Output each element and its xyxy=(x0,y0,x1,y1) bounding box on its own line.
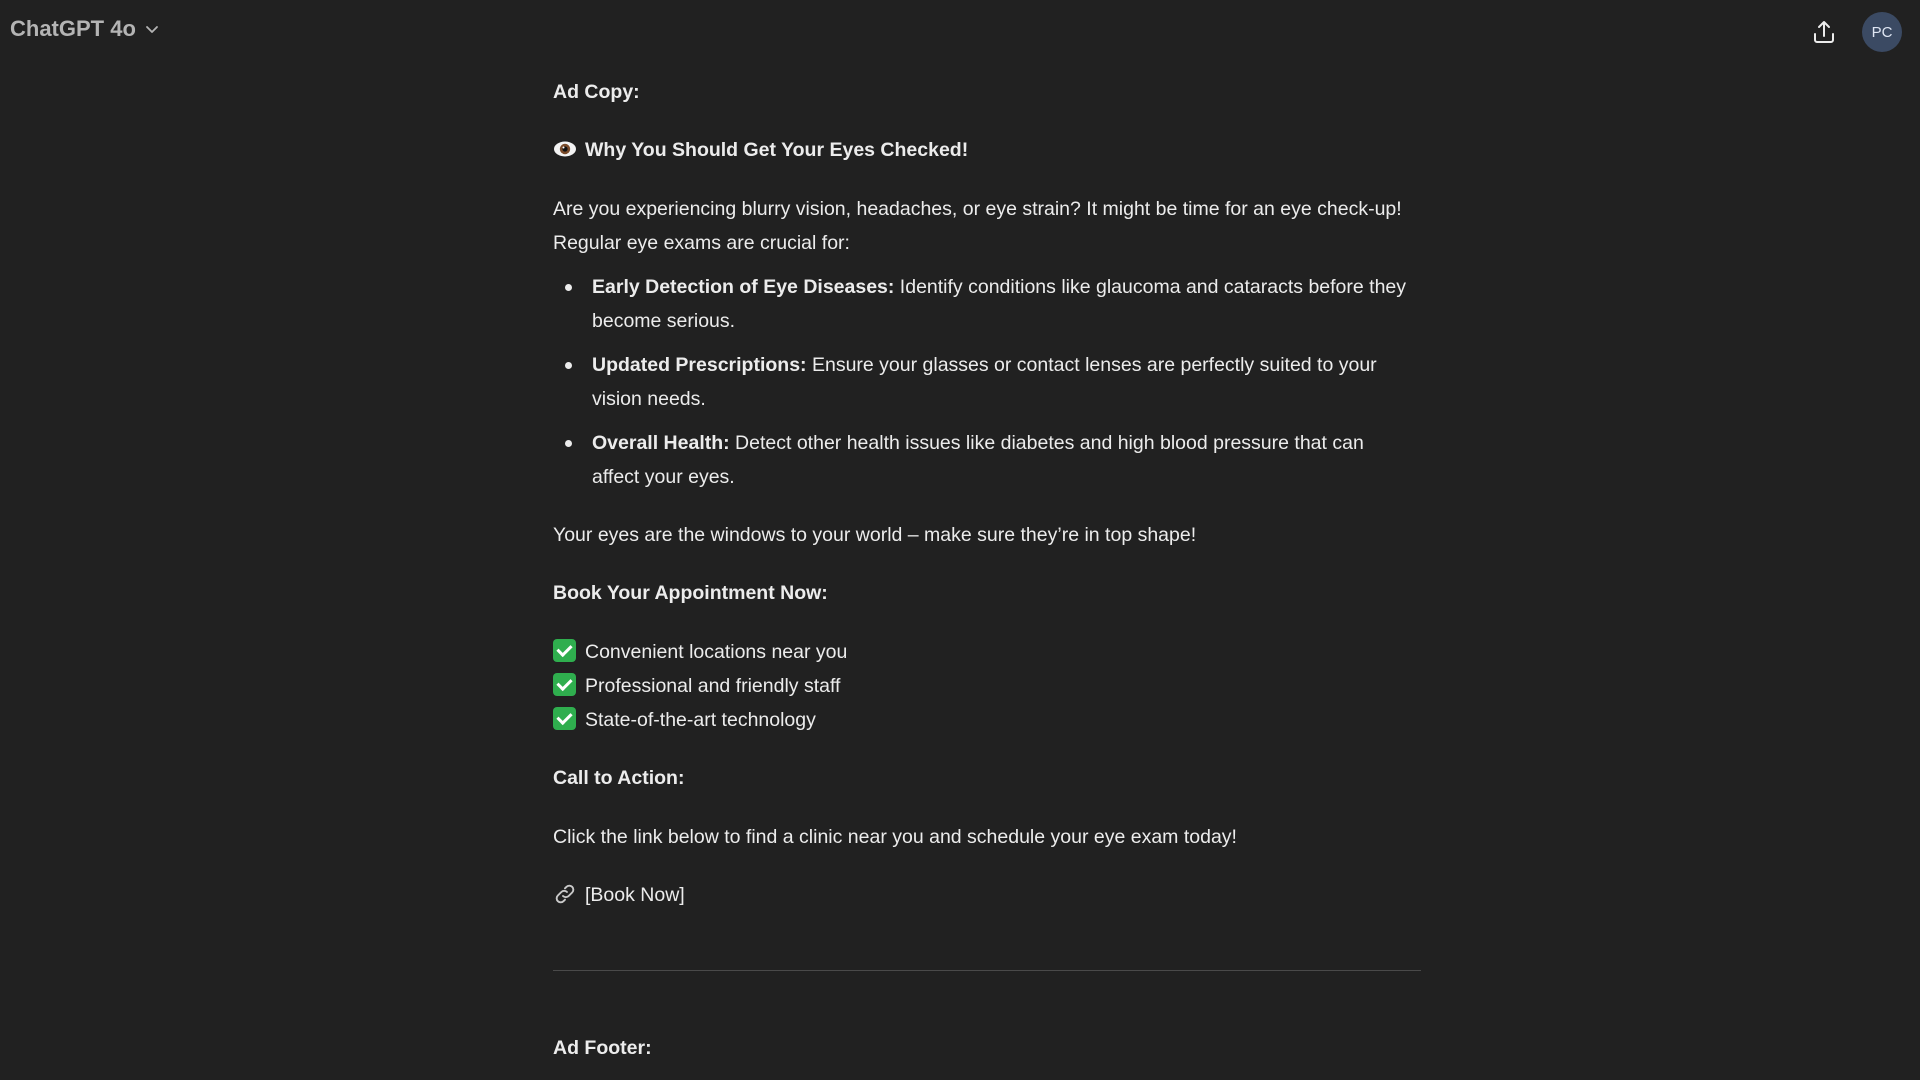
intro-line-2: Regular eye exams are crucial for: xyxy=(553,232,850,254)
model-selector[interactable] xyxy=(10,16,162,42)
bullet-text-cont: become serious. xyxy=(592,310,736,332)
checklist-text: Professional and friendly staff xyxy=(585,675,841,697)
model-name: ChatGPT 4o xyxy=(10,16,136,41)
bullet-text-cont: affect your eyes. xyxy=(592,466,735,488)
bullet-text: Detect other health issues like diabetes and high blood pressure that can xyxy=(729,432,1364,454)
bullet-text: Identify conditions like glaucoma and cataracts before they xyxy=(894,276,1407,298)
checklist-text: Convenient locations near you xyxy=(585,641,848,663)
headline xyxy=(553,133,968,167)
benefits-list xyxy=(553,270,1421,494)
top-bar xyxy=(0,0,1920,64)
bullet-title: Updated Prescriptions: xyxy=(592,354,807,376)
tagline: Your eyes are the windows to your world – make sure they’re in top shape! xyxy=(553,524,1197,546)
checklist-item xyxy=(553,669,840,703)
book-now-link[interactable]: [Book Now] xyxy=(585,884,685,906)
checklist-item xyxy=(553,635,847,669)
bullet-text: Ensure your glasses or contact lenses are perfectly suited to your xyxy=(806,354,1377,376)
bullet-text-cont: vision needs. xyxy=(592,388,706,410)
intro-line-1: Are you experiencing blurry vision, headaches, or eye strain? It might be time for an eye check-up! xyxy=(553,198,1402,220)
book-heading: Book Your Appointment Now: xyxy=(553,582,828,604)
link-icon xyxy=(553,882,577,906)
bullet-title: Early Detection of Eye Diseases: xyxy=(592,276,895,298)
check-mark-icon xyxy=(553,673,576,696)
check-mark-icon xyxy=(553,707,576,730)
chevron-down-icon xyxy=(142,19,162,39)
ad-copy-heading: Ad Copy: xyxy=(553,81,640,103)
list-item xyxy=(553,426,1421,494)
headline-text: Why You Should Get Your Eyes Checked! xyxy=(585,139,969,161)
eye-icon xyxy=(553,137,577,161)
list-item xyxy=(553,348,1421,416)
checklist-item xyxy=(553,703,816,737)
bullet-title: Overall Health: xyxy=(592,432,730,454)
book-now-line xyxy=(553,878,685,912)
checklist-text: State-of-the-art technology xyxy=(585,709,816,731)
list-item xyxy=(553,270,1421,338)
check-mark-icon xyxy=(553,639,576,662)
share-icon xyxy=(1811,19,1837,45)
cta-text: Click the link below to find a clinic near you and schedule your eye exam today! xyxy=(553,826,1237,848)
cta-heading: Call to Action: xyxy=(553,767,685,789)
share-button[interactable] xyxy=(1806,14,1842,50)
ad-footer-heading: Ad Footer: xyxy=(553,1037,652,1059)
avatar[interactable]: PC xyxy=(1862,12,1902,52)
divider xyxy=(553,970,1421,971)
